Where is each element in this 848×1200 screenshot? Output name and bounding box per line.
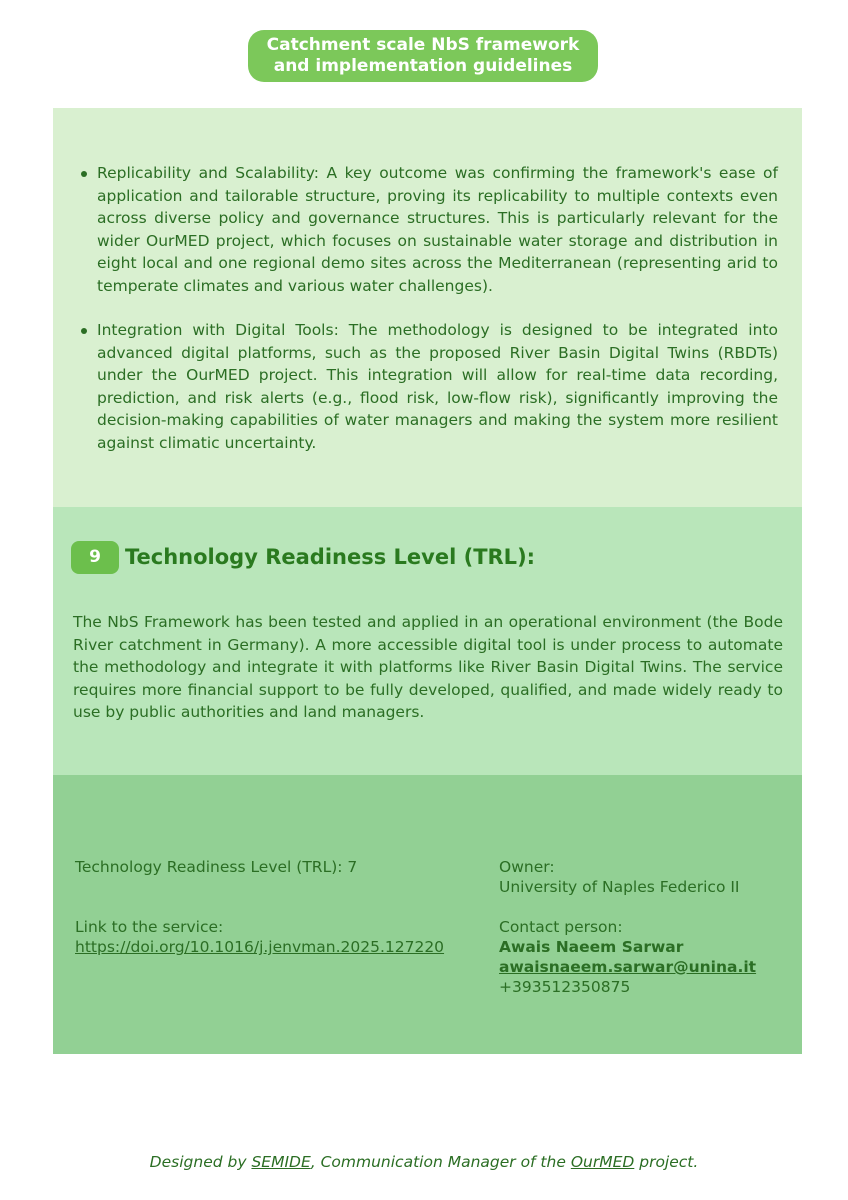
service-info-section — [53, 775, 802, 1054]
contact-label: Contact person: — [499, 918, 623, 936]
footer-middle: , Communication Manager of the — [310, 1153, 571, 1171]
header-title-line-2: and implementation guidelines — [273, 56, 573, 76]
list-item — [97, 162, 778, 297]
list-item — [97, 319, 778, 454]
trl-section — [53, 507, 802, 775]
trl-paragraph: The NbS Framework has been tested and applied in an operational environment (the Bode River catchment in Germany). A more accessible digital tool is under process to automate the methodology and integrate it with platforms like River Basin Digital Twins. The service requires more financial support to be fully developed, qualified, and made widely ready to use by public authorities and land managers. — [73, 613, 783, 721]
list-item-text: Replicability and Scalability: A key outcome was confirming the framework's ease of application and tailorable structure, proving its replicability to multiple contexts even across diverse policy and governance structures. This is particularly relevant for the wider OurMED project, which focuses on sustainable water storage and distribution in eight local and one regional demo sites across the Mediterranean (representing arid to temperate climates and various water challenges). — [97, 164, 778, 295]
footer-prefix: Designed by — [149, 1153, 252, 1171]
section-number-badge: 9 — [71, 541, 119, 574]
footer-suffix: project. — [634, 1153, 699, 1171]
bullet-dot-icon — [81, 328, 87, 334]
info-left-column — [75, 857, 485, 957]
contact-email-link[interactable]: awaisnaeem.sarwar@unina.it — [499, 958, 757, 976]
header-title-line-1: Catchment scale NbS framework — [266, 35, 580, 55]
semide-link[interactable]: SEMIDE — [251, 1153, 311, 1171]
bullet-dot-icon — [81, 171, 87, 177]
document-header-banner — [248, 30, 598, 82]
link-label: Link to the service: — [75, 918, 224, 936]
section-title: Technology Readiness Level (TRL): — [125, 545, 536, 569]
trl-value: Technology Readiness Level (TRL): 7 — [75, 858, 358, 876]
contact-phone: +393512350875 — [499, 978, 631, 996]
owner-name: University of Naples Federico II — [499, 878, 740, 896]
outcomes-section — [53, 108, 802, 507]
info-right-column — [499, 857, 799, 997]
footer-credit — [0, 1153, 848, 1171]
owner-label: Owner: — [499, 858, 555, 876]
ourmed-link[interactable]: OurMED — [570, 1153, 635, 1171]
list-item-text: Integration with Digital Tools: The methodology is designed to be integrated into advanced digital platforms, such as the proposed River Basin Digital Twins (RBDTs) under the OurMED project. This integration will allow for real-time data recording, prediction, and risk alerts (e.g., flood risk, low-flow risk), significantly improving the decision-making capabilities of water managers and making the system more resilient against climatic uncertainty. — [97, 321, 778, 452]
service-link[interactable]: https://doi.org/10.1016/j.jenvman.2025.127220 — [75, 938, 445, 956]
contact-name: Awais Naeem Sarwar — [499, 938, 684, 956]
outcomes-list — [79, 162, 778, 454]
